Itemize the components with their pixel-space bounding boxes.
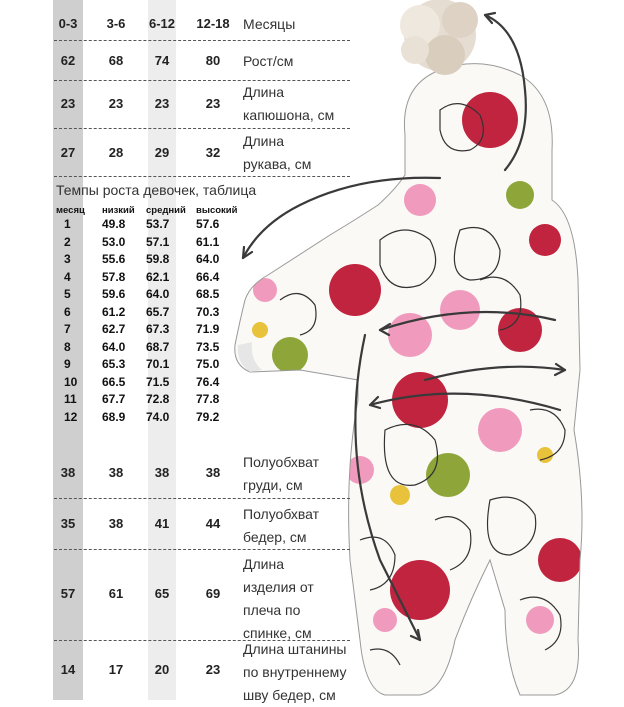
size-cell: 14: [60, 662, 76, 677]
growth-cell: 8: [64, 339, 71, 354]
growth-cell: 74.0: [146, 409, 170, 424]
size-cell: 57: [60, 586, 76, 601]
size-cell: 44: [205, 516, 221, 531]
size-row-label: Длина капюшона, см: [243, 84, 335, 123]
size-cell: 6-12: [148, 16, 176, 31]
size-row-label: Рост/см: [243, 53, 294, 69]
growth-header-month: месяц: [56, 205, 85, 216]
growth-cell: 66.5: [102, 374, 126, 389]
size-cell: 27: [60, 145, 76, 160]
growth-cell: 79.2: [196, 409, 220, 424]
growth-cell: 65.7: [146, 304, 170, 319]
separator: [54, 549, 350, 550]
growth-cell: 77.8: [196, 392, 220, 406]
size-cell: 23: [205, 662, 221, 677]
growth-cell: 12: [64, 409, 78, 424]
growth-cell: 70.3: [196, 304, 220, 319]
size-cell: 62: [60, 53, 76, 68]
size-cell: 17: [108, 662, 124, 677]
size-cell: 23: [108, 96, 124, 111]
growth-cell: 49.8: [102, 217, 126, 231]
growth-header-high: высокий: [196, 205, 238, 216]
growth-cell: 71.5: [146, 374, 170, 389]
growth-cell: 4: [64, 269, 71, 284]
growth-cell: 57.8: [102, 269, 126, 284]
growth-cell: 5: [64, 287, 71, 301]
size-cell: 23: [205, 96, 221, 111]
growth-cell: 57.6: [196, 217, 220, 231]
size-cell: 32: [205, 145, 221, 160]
size-cell: 0-3: [58, 16, 78, 31]
size-row-label: Длина изделия от плеча по спинке, см: [243, 556, 314, 641]
size-cell: 38: [60, 465, 76, 480]
growth-cell: 61.1: [196, 234, 220, 249]
growth-cell: 64.0: [196, 252, 220, 266]
growth-cell: 68.7: [146, 339, 170, 354]
separator: [54, 40, 350, 41]
growth-cell: 7: [64, 322, 71, 336]
growth-cell: 62.1: [146, 269, 170, 284]
growth-table-title: Темпы роста девочек, таблица: [56, 182, 257, 198]
size-cell: 38: [108, 516, 124, 531]
growth-cell: 67.3: [146, 322, 170, 336]
size-cell: 65: [154, 586, 170, 601]
size-cell: 69: [205, 586, 221, 601]
growth-cell: 53.7: [146, 217, 170, 231]
size-cell: 23: [154, 96, 170, 111]
size-cell: 41: [154, 516, 170, 531]
growth-header-low: низкий: [102, 205, 135, 216]
size-cell: 38: [108, 465, 124, 480]
size-cell: 3-6: [106, 16, 126, 31]
growth-cell: 2: [64, 234, 71, 249]
growth-cell: 59.8: [146, 252, 170, 266]
growth-cell: 67.7: [102, 392, 126, 406]
growth-cell: 1: [64, 217, 71, 231]
growth-cell: 62.7: [102, 322, 126, 336]
growth-cell: 6: [64, 304, 71, 319]
separator: [54, 128, 350, 129]
size-cell: 61: [108, 586, 124, 601]
growth-cell: 64.0: [102, 339, 126, 354]
size-row-label: Полуобхват груди, см: [243, 454, 320, 493]
growth-cell: 64.0: [146, 287, 170, 301]
size-cell: 12-18: [196, 16, 230, 31]
separator: [54, 176, 350, 177]
size-row-label: Месяцы: [243, 16, 296, 32]
size-cell: 20: [154, 662, 170, 677]
size-cell: 23: [60, 96, 76, 111]
size-row-label: Полуобхват бедер, см: [243, 506, 320, 545]
growth-cell: 11: [64, 392, 77, 406]
size-cell: 29: [154, 145, 170, 160]
growth-cell: 61.2: [102, 304, 126, 319]
growth-cell: 72.8: [146, 392, 170, 406]
growth-cell: 68.5: [196, 287, 220, 301]
growth-cell: 71.9: [196, 322, 220, 336]
size-row-label: Длина рукава, см: [243, 133, 312, 172]
size-cell: 80: [205, 53, 221, 68]
growth-cell: 65.3: [102, 357, 126, 371]
growth-cell: 9: [64, 357, 71, 371]
growth-cell: 3: [64, 252, 71, 266]
size-row-label: Длина штанины по внутреннему шву бедер, см: [243, 641, 347, 703]
size-cell: 68: [108, 53, 124, 68]
growth-cell: 73.5: [196, 339, 220, 354]
size-cell: 74: [154, 53, 170, 68]
size-cell: 38: [205, 465, 221, 480]
separator: [54, 498, 350, 499]
growth-cell: 76.4: [196, 374, 220, 389]
growth-cell: 53.0: [102, 234, 126, 249]
growth-cell: 55.6: [102, 252, 126, 266]
growth-cell: 66.4: [196, 269, 220, 284]
growth-cell: 59.6: [102, 287, 126, 301]
growth-cell: 68.9: [102, 409, 126, 424]
growth-cell: 57.1: [146, 234, 170, 249]
growth-cell: 70.1: [146, 357, 170, 371]
size-cell: 35: [60, 516, 76, 531]
size-cell: 38: [154, 465, 170, 480]
size-cell: 28: [108, 145, 124, 160]
growth-header-mid: средний: [146, 205, 186, 216]
growth-cell: 10: [64, 374, 78, 389]
growth-cell: 75.0: [196, 357, 220, 371]
